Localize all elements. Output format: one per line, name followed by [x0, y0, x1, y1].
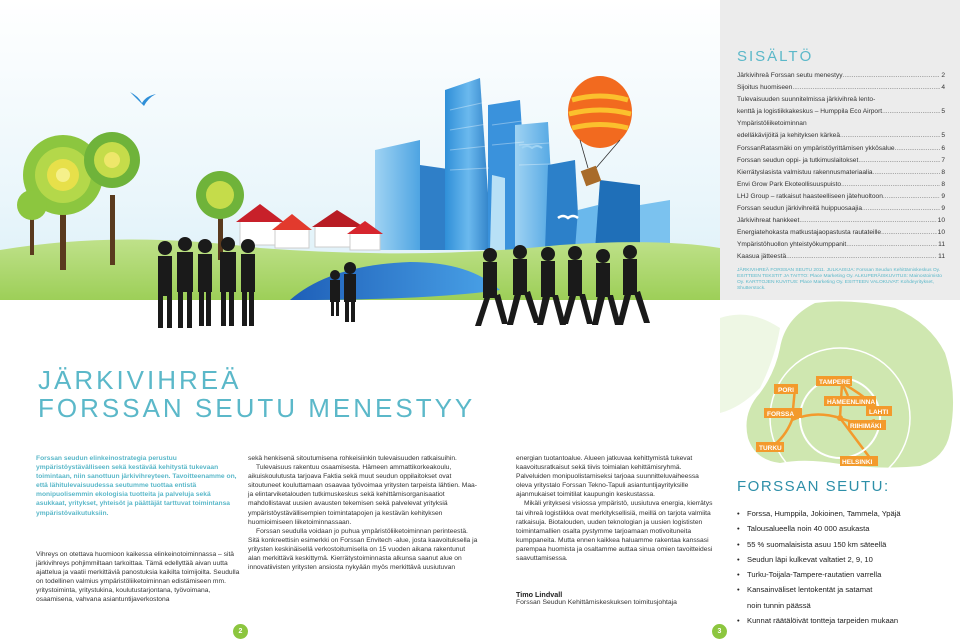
toc-item-page: 6 [941, 144, 945, 152]
article-column-2 [248, 454, 478, 572]
toc-item[interactable] [737, 155, 945, 167]
map-label-tampere: TAMPERE [819, 379, 851, 386]
toc-item-label: Forssan seudun oppi- ja tutkimuslaitokset [737, 156, 859, 164]
toc-item-label: Sijoitus huomiseen [737, 84, 793, 92]
signature-name: Timo Lindvall [516, 590, 563, 599]
toc-item-page: 2 [941, 72, 945, 79]
toc-item[interactable] [737, 191, 945, 203]
bullet-icon: • [737, 509, 740, 518]
credits-text: JÄRKIVIHREÄ FORSSAN SEUTU 2011. JULKAISIJA: Forssan Seudun Kehittämiskeskus Oy. ESITTEEN TEKSTIT JA TAITTO: Place Marketing Oy. ALKUPERÄISKUVITUS: Mainostoimisto Oy. KARTTOJEN KUVITUS: Place Marketing Oy. ESITTEEN VALOKUVAT: Kohdeyritykset, Shutterstock. [737, 268, 942, 291]
toc-item-page: 7 [941, 156, 945, 164]
toc-item[interactable] [737, 239, 945, 251]
toc-item-page: 5 [941, 108, 945, 116]
toc-item-label: Järkivihreä Forssan seutu menestyy [737, 72, 843, 79]
toc-leader-dots [882, 106, 940, 118]
paragraph: Tulevaisuus rakentuu osaamisesta. Hämeen ammattikorkeakoulu, aikuiskoulutusta tarjoava Faktia sekä muut seudun oppilaitokset ovat sitoutuneet kouluttamaan osaavaa työvoimaa yritysten tarpeista lähtien. Maa- ja elintarviketalouden tutkimuskeskus sekä kehittämisorganisaatiot mahdollistavat uusien avausten tekemisen sekä palvelevat yrityksiä ympäristöystävällisempien toimintatapojen ja kestävän kehityksen huomioimiseen liiketoiminnassaan. [248, 464, 477, 526]
toc-item-label: Ympäristöhuollon yhteistyökumppanit [737, 241, 847, 249]
paragraph: sekä henkisenä sitoutumisena rohkeisiinkin tulevaisuuden ratkaisuihin. [248, 455, 457, 462]
fact-text: 55 % suomalaisista asuu 150 km säteellä [747, 539, 887, 549]
toc-item-label: Kaasua jätteestä [737, 253, 787, 261]
map-label-forssa: FORSSA [767, 411, 795, 418]
toc-item-page: 9 [941, 192, 945, 200]
toc-leader-dots [840, 130, 940, 142]
fact-item [737, 537, 949, 552]
fact-text: noin tunnin päässä [747, 600, 811, 610]
article-title-line2: FORSSAN SEUTU MENESTYY [38, 393, 476, 423]
toc-item-page: 11 [938, 241, 945, 249]
fact-item [737, 567, 949, 582]
toc-item-label: Tulevaisuuden suunnitelmissa järkivihreä lento- [737, 96, 876, 104]
fact-item [737, 613, 949, 628]
page-number-right: 3 [712, 624, 727, 639]
toc-item-label: LHJ Group – ratkaisut haasteelliseen jätehuoltoon [737, 192, 883, 200]
article-column-3 [516, 454, 714, 563]
fact-text: Forssa, Humppila, Jokioinen, Tammela, Ypäjä [747, 509, 901, 518]
toc-item-page: 9 [941, 205, 945, 213]
article-intro: Forssan seudun elinkeinostrategia perustuu ympäristöystävälliseen sekä kestävää kehitystä tukevaan toimintaan, niin sanottuun järkivihreyteen. Tavoitteenamme on, että lähitulevaisuudessa seutumme tuottaa entistä monipuolisemmin ekologisia tuotteita ja palveluja sekä asukkaat, yritykset, yhteisöt ja päättäjät tarttuvat toimintansa ympäristövaikutuksiin. [36, 455, 237, 517]
map-label-lahti: LAHTI [869, 409, 889, 416]
article-title-line1: JÄRKIVIHREÄ [38, 365, 242, 395]
map-label-hameenlinna: HÄMEENLINNA [827, 399, 876, 406]
toc-item[interactable] [737, 251, 945, 263]
fact-item [737, 582, 949, 597]
toc-item-page: 10 [937, 229, 945, 237]
toc-title: SISÄLTÖ [737, 48, 814, 65]
toc-leader-dots [786, 251, 937, 263]
facts-title: FORSSAN SEUTU: [737, 478, 890, 495]
bullet-icon: • [737, 539, 740, 549]
toc-item-label: Forssan seudun järkivihreitä huippuosaajia [737, 205, 862, 213]
toc-item[interactable] [737, 70, 945, 82]
fact-item [737, 552, 949, 567]
toc-item[interactable] [737, 203, 945, 215]
bullet-icon: • [737, 570, 740, 580]
bullet-icon [737, 598, 747, 613]
toc-item-label: edelläkävijöitä ja kehityksen kärkeä [737, 132, 840, 140]
fact-item [737, 506, 949, 521]
toc-leader-dots [873, 167, 941, 179]
toc-item-label: Järkivihreat hankkeet [737, 217, 800, 225]
toc-item[interactable] [737, 215, 945, 227]
fact-text: Kansainväliset lentokentät ja satamat [747, 585, 873, 595]
toc-item[interactable] [737, 94, 945, 106]
map-label-helsinki: HELSINKI [842, 459, 873, 466]
toc-item[interactable] [737, 143, 945, 155]
paragraph: Vihreys on otettava huomioon kaikessa elinkeinotoiminnassa – sitä järkivihreys pohjimmiltaan tarkoittaa. Tämä edellyttää aivan uutta ajattelua ja vaatii merkittäviä panostuksia kaikilta toimijoilta. Seudulla on todellinen valmius ympäristöliiketoiminnan edistämiseen mm. yritystoiminta, yritystukina, koulutustarjontana, työvoimana, osaamisena, vahvana asiantuntijaverkostona [36, 551, 240, 604]
toc-leader-dots [883, 191, 940, 203]
paragraph: Forssan seudulla voidaan jo puhua ympäristöliiketoiminnan perinteestä. Sitä konkreettisin esimerkki on Forssan Envitech -alue, josta kaavoituksella ja yritysten keskinäisellä verkostoitumisella on 15 vuoden aikana rakentunut alan merkittävä keskittymä. Kierrätystoiminnasta alkunsa saanut alue on innovatiivisten yritysten ansiosta nykyään myös merkittävä uusiutuvan [248, 527, 478, 572]
toc-leader-dots [843, 70, 941, 82]
toc-leader-dots [862, 203, 940, 215]
toc-item[interactable] [737, 130, 945, 142]
fact-text: Seudun läpi kulkevat valtatiet 2, 9, 10 [747, 554, 873, 564]
toc-item[interactable] [737, 179, 945, 191]
toc-leader-dots [895, 143, 941, 155]
toc-item[interactable] [737, 82, 945, 94]
hero-illustration [0, 0, 720, 330]
toc-list [737, 70, 945, 264]
bullet-icon: • [737, 616, 740, 626]
toc-item-label: Kierrätyslasista valmistuu rakennusmateriaalia [737, 168, 873, 176]
bullet-icon: • [737, 585, 740, 595]
fact-item [737, 521, 949, 536]
fact-text: Talousalueella noin 40 000 asukasta [747, 524, 870, 534]
toc-item-label: Energiatehokasta matkustajaopastusta rautateille [737, 229, 882, 237]
toc-leader-dots [799, 215, 936, 227]
paragraph: energian tuotantoalue. Alueen jatkuvaa kehittymistä tukevat kaavoitusratkaisut sekä tiivis toimialan kehittämisryhmä. Palveluiden monipuolistamiseksi tarjoaa suunnitteluvaiheessa oleva yritystalo Forssan Tekno-Tapuli asiantuntijayrityksille ajanmukaiset toimitilat kaupungin keskustassa. [516, 455, 699, 499]
toc-item-label: kenttä ja logistiikkakeskus – Humppila Eco Airport [737, 108, 883, 116]
toc-leader-dots [881, 227, 937, 239]
toc-item-page: 4 [941, 84, 945, 92]
toc-item[interactable] [737, 118, 945, 130]
toc-item-label: Ympäristöliiketoiminnan [737, 120, 807, 128]
bullet-icon: • [737, 524, 740, 534]
toc-item-page: 10 [937, 217, 945, 225]
signature-role: Forssan Seudun Kehittämiskeskuksen toimitusjohtaja [516, 599, 677, 606]
toc-item[interactable] [737, 227, 945, 239]
fact-item [737, 598, 949, 613]
toc-item-page: 8 [941, 180, 945, 188]
map-label-pori: PORI [778, 387, 794, 394]
toc-item-page: 11 [938, 253, 945, 261]
toc-leader-dots [858, 155, 940, 167]
toc-item-label: Envi Grow Park Ekoteollisuuspuisto [737, 180, 842, 188]
fact-text: Kunnat räätälöivät tontteja tarpeiden mukaan [747, 616, 899, 626]
toc-item[interactable] [737, 167, 945, 179]
toc-leader-dots [792, 82, 940, 94]
article-title [38, 366, 475, 422]
bullet-icon: • [737, 554, 740, 564]
region-map [720, 298, 960, 473]
toc-item-page: 8 [941, 168, 945, 176]
toc-leader-dots [846, 239, 937, 251]
toc-leader-dots [841, 179, 940, 191]
paragraph: Mikäli yrityksesi visiossa ympäristö, uusiutuva energia, kierrätys tai vihreä logistiikka ovat merkityksellisiä, meillä on tarjota valmiita ratkaisuja. Biotalouden, uuden teknologian ja uusien logististen toimintamallien osalta pystymme tarjoamaan motivoituneita kumppaneita. Mutta ennen kaikkea haluamme rakentaa kanssasi parempaa huomista ja osaltamme auttaa sinua omien tavoitteidesi saavuttamisessa. [516, 500, 713, 563]
toc-item-page: 5 [941, 132, 945, 140]
facts-list [737, 506, 949, 628]
toc-item[interactable] [737, 106, 945, 118]
toc-item-label: ForssanRatasmäki on ympäristöyrittämisen ykkösalue [737, 144, 895, 152]
page-number-left: 2 [233, 624, 248, 639]
map-label-riihimaki: RIIHIMÄKI [850, 423, 882, 430]
fact-text: Turku-Toijala-Tampere-rautatien varrella [747, 570, 882, 580]
article-column-1 [36, 550, 240, 605]
map-label-turku: TURKU [759, 445, 782, 452]
